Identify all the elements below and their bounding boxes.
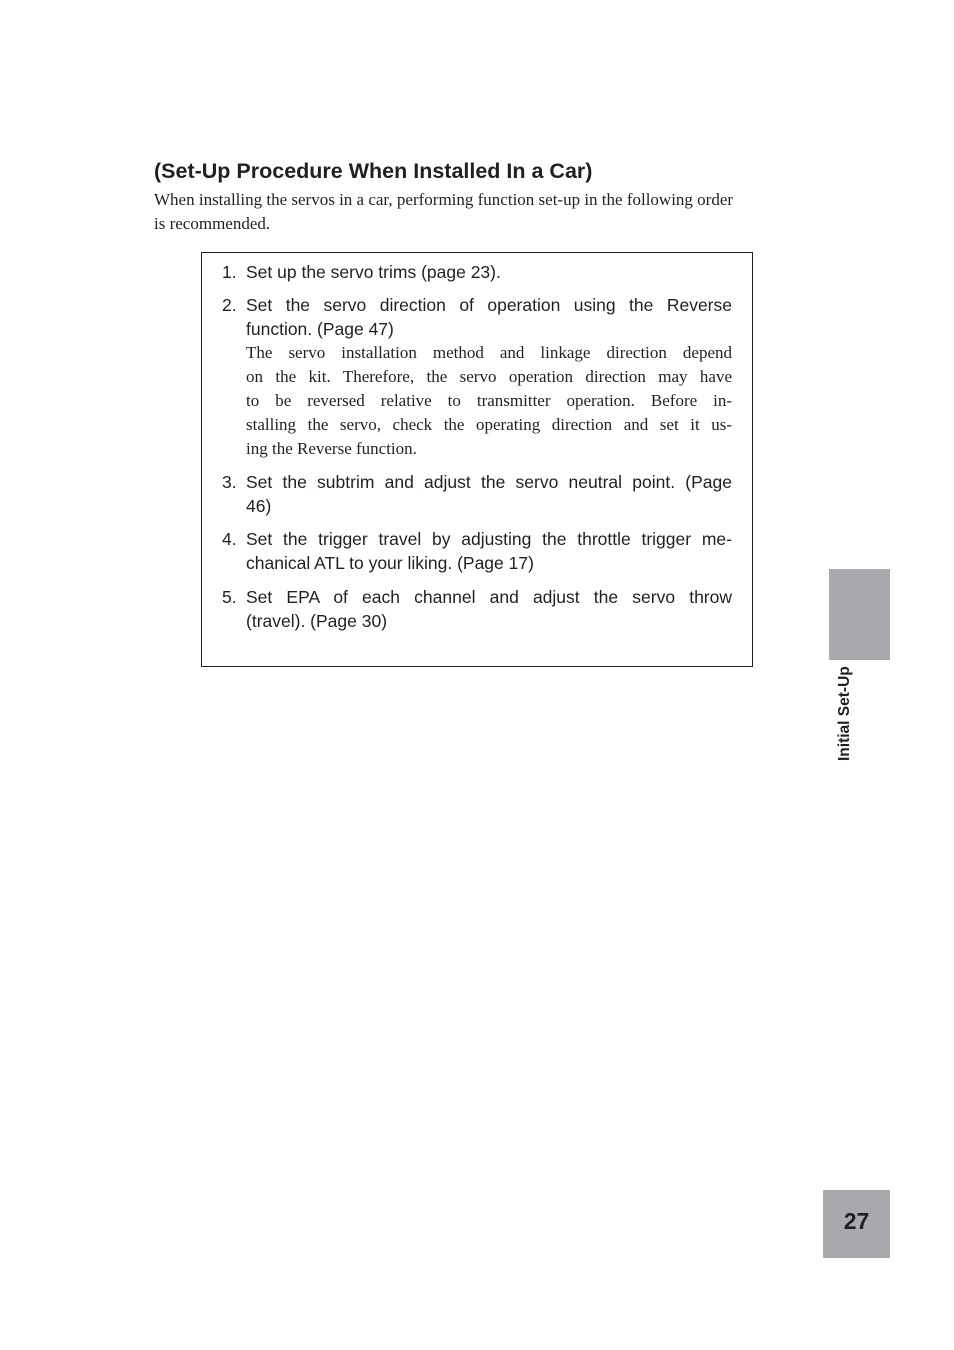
section-tab-label: Initial Set-Up (836, 666, 853, 761)
procedure-box (201, 252, 753, 667)
intro-line: When installing the servos in a car, performing function set-up in the following order (154, 190, 734, 209)
page-number-box (823, 1190, 890, 1258)
procedure-step-4 (222, 527, 732, 575)
step-text: 46) (246, 496, 272, 516)
note-line: stalling the servo, check the operating direction and set it us- (246, 415, 732, 434)
page-number: 27 (843, 1208, 870, 1234)
step-number: 5. (222, 587, 237, 607)
note-line: ing the Reverse function. (246, 439, 417, 458)
note-line: to be reversed relative to transmitter operation. Before in- (246, 391, 732, 410)
procedure-step-5 (222, 585, 732, 633)
step-number: 4. (222, 529, 237, 549)
section-heading: (Set-Up Procedure When Installed In a Car) (154, 159, 593, 183)
procedure-step-2 (222, 293, 732, 461)
step-text: Set EPA of each channel and adjust the servo throw (246, 587, 732, 607)
step-text: function. (Page 47) (246, 319, 394, 339)
step-text: Set the trigger travel by adjusting the throttle trigger me- (246, 529, 732, 549)
intro-line: is recommended. (154, 214, 271, 233)
step-number: 3. (222, 472, 237, 492)
procedure-step-1 (222, 260, 732, 284)
procedure-step-3 (222, 470, 732, 518)
note-line: The servo installation method and linkage direction depend (246, 343, 732, 362)
step-text: Set the servo direction of operation using the Reverse (246, 295, 732, 315)
section-tab-marker (829, 569, 890, 660)
intro-paragraph (154, 188, 814, 236)
step-note (246, 341, 732, 461)
step-text: Set the subtrim and adjust the servo neutral point. (Page (246, 472, 732, 492)
step-number: 2. (222, 295, 237, 315)
note-line: on the kit. Therefore, the servo operation direction may have (246, 367, 732, 386)
step-text: Set up the servo trims (page 23). (246, 262, 501, 282)
step-text: (travel). (Page 30) (246, 611, 388, 631)
step-text: chanical ATL to your liking. (Page 17) (246, 553, 534, 573)
step-number: 1. (222, 262, 237, 282)
